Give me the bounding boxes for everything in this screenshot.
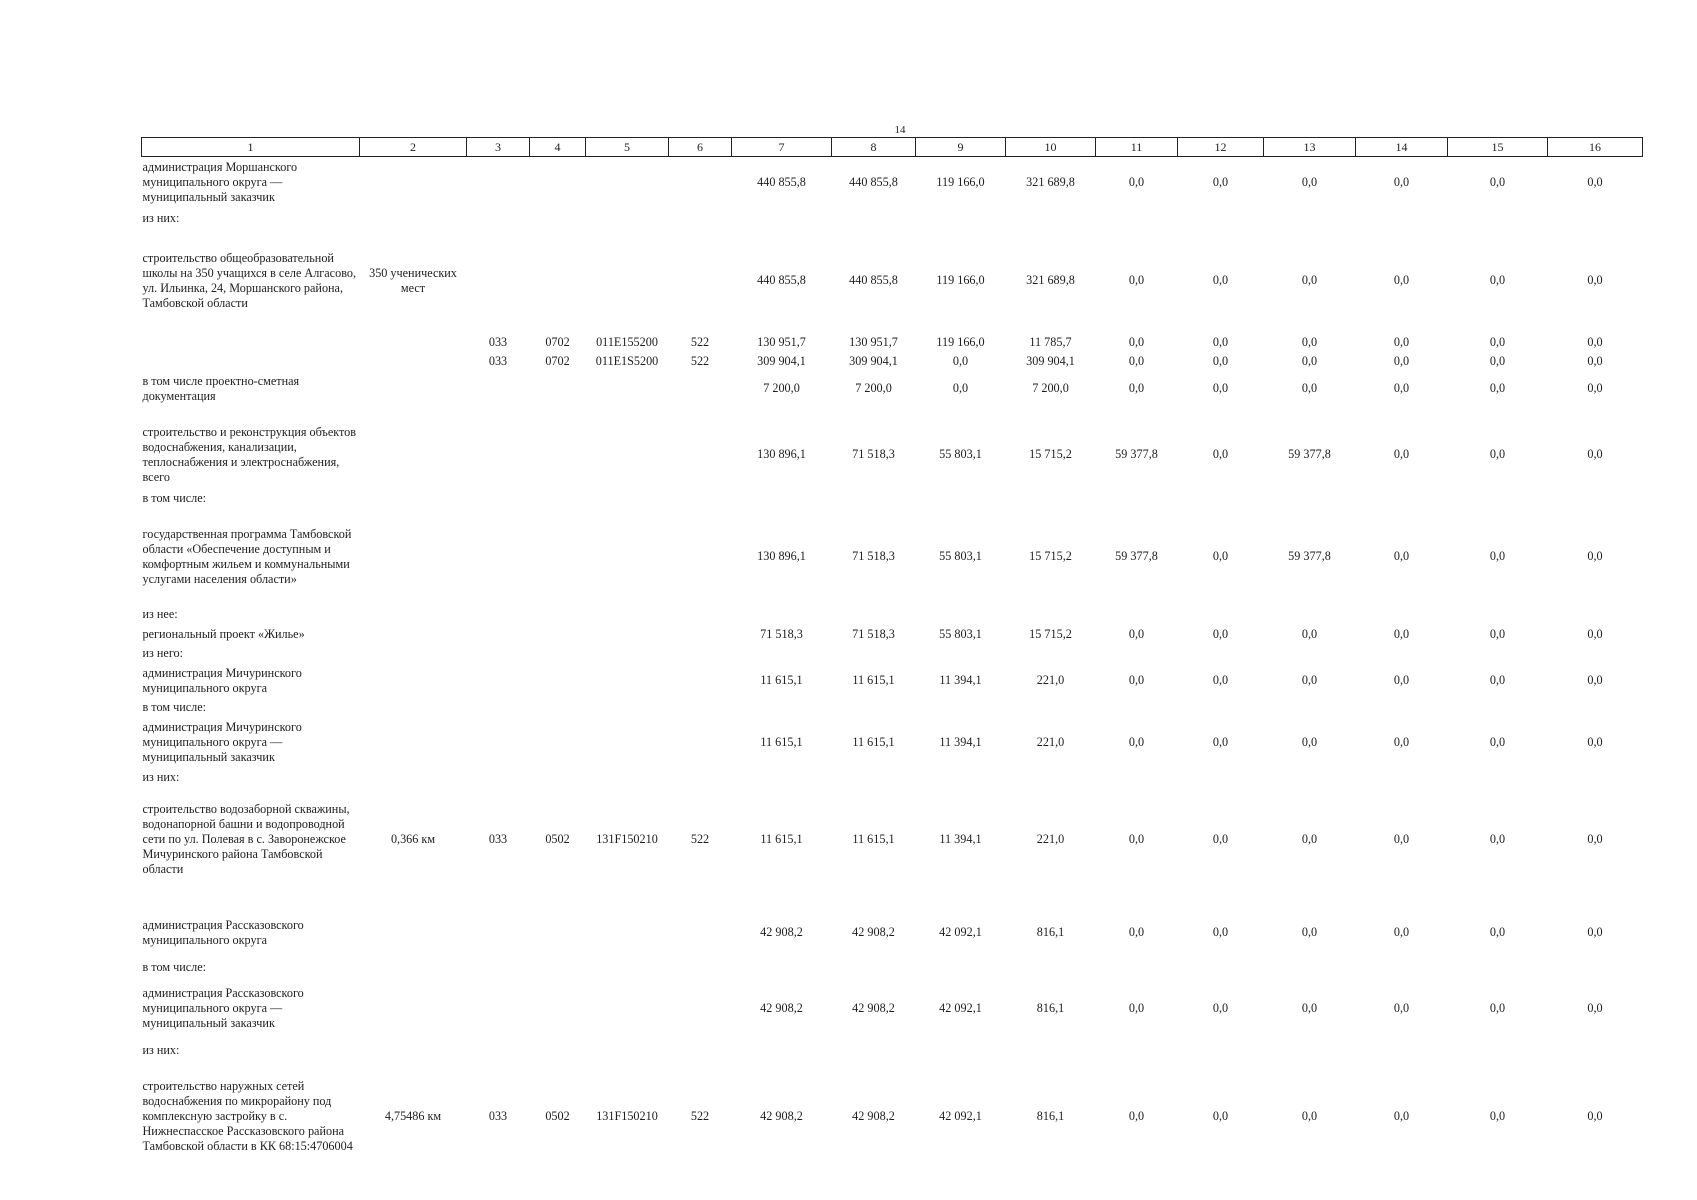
target-article-cell (586, 625, 669, 645)
amount-cell: 0,0 (1212, 381, 1229, 395)
amount-cell: 0,0 (1489, 381, 1506, 395)
amount-cell: 0,0 (1128, 334, 1145, 349)
table-row (142, 663, 1643, 699)
amount-cell: 0,0 (1301, 353, 1318, 368)
ministry-code-cell (467, 907, 530, 959)
section-code-cell (530, 509, 586, 605)
budget-table-container (141, 137, 1642, 1173)
section-code-cell (530, 717, 586, 769)
amount-cell: 42 908,2 (852, 1001, 895, 1015)
table-row (142, 977, 1643, 1041)
row-name: строительство и реконструкция объектов водоснабжения, канализации, теплоснабжения и электроснабжения, всего (142, 424, 357, 484)
expense-type-cell (669, 625, 732, 645)
subheading-row (142, 769, 1643, 787)
capacity-cell (360, 907, 467, 959)
table-row (142, 157, 1643, 209)
expense-type-cell: 522 (690, 353, 710, 368)
amount-cell: 0,0 (1128, 1001, 1145, 1015)
amount-cell: 0,0 (1212, 627, 1229, 641)
amount-cell: 0,0 (1212, 1001, 1229, 1015)
column-header: 13 (1264, 138, 1356, 157)
section-code-cell: 0702 (545, 334, 570, 349)
amount-cell: 0,0 (1212, 673, 1229, 687)
amount-cell: 42 092,1 (939, 1001, 982, 1015)
row-name: строительство наружных сетей водоснабжения по микрорайону под комплексную застройку в с. Нижнеспасское Рассказовского района Тамбовской области в КК 68:15:4706004 (142, 1079, 353, 1153)
amount-cell: 0,0 (1587, 673, 1603, 687)
amount-cell: 0,0 (1128, 1109, 1145, 1123)
amount-cell: 0,0 (1212, 273, 1229, 287)
amount-cell: 0,0 (1393, 447, 1410, 461)
capacity-cell: 4,75486 км (384, 1109, 442, 1123)
capacity-cell (360, 977, 467, 1041)
capacity-cell (360, 717, 467, 769)
expense-type-cell (669, 977, 732, 1041)
amount-cell: 0,0 (1393, 1001, 1410, 1015)
amount-cell: 0,0 (1393, 175, 1410, 190)
amount-cell: 0,0 (1489, 735, 1506, 749)
amount-cell: 7 200,0 (855, 381, 892, 395)
ministry-code-cell: 033 (488, 334, 508, 349)
amount-cell: 0,0 (1212, 925, 1229, 939)
subheading-label: в том числе: (142, 700, 207, 714)
table-row (142, 625, 1643, 645)
amount-cell: 440 855,8 (849, 175, 898, 190)
amount-cell: 59 377,8 (1288, 549, 1331, 563)
capacity-cell: 350 ученических мест (369, 265, 457, 295)
amount-cell: 55 803,1 (939, 549, 982, 563)
amount-cell: 816,1 (1036, 1001, 1065, 1015)
amount-cell: 440 855,8 (849, 273, 898, 287)
amount-cell: 309 904,1 (849, 353, 898, 368)
ministry-code-cell (467, 229, 530, 333)
section-code-cell (530, 663, 586, 699)
amount-cell: 0,0 (1489, 832, 1506, 846)
amount-cell: 321 689,8 (1026, 175, 1075, 190)
amount-cell: 0,0 (1301, 627, 1318, 641)
amount-cell: 42 908,2 (852, 1109, 895, 1123)
capacity-cell (360, 625, 467, 645)
amount-cell: 11 615,1 (760, 832, 803, 846)
amount-cell: 0,0 (1393, 925, 1410, 939)
amount-cell: 7 200,0 (1032, 381, 1069, 395)
ministry-code-cell (467, 371, 530, 407)
column-header: 11 (1096, 138, 1178, 157)
row-name (142, 333, 360, 352)
capacity-cell (360, 157, 467, 209)
target-article-cell (586, 663, 669, 699)
ministry-code-cell (467, 157, 530, 209)
amount-cell: 0,0 (1212, 735, 1229, 749)
amount-cell: 0,0 (1128, 273, 1145, 287)
amount-cell: 71 518,3 (852, 627, 895, 641)
target-article-cell (586, 977, 669, 1041)
amount-cell: 0,0 (1587, 334, 1603, 349)
amount-cell: 0,0 (1393, 381, 1410, 395)
section-code-cell: 0502 (545, 832, 570, 846)
amount-cell: 59 377,8 (1288, 447, 1331, 461)
amount-cell: 0,0 (1128, 353, 1145, 368)
ministry-code-cell (467, 625, 530, 645)
subheading-label: из них: (142, 770, 180, 784)
row-name: региональный проект «Жилье» (142, 627, 305, 641)
row-name: администрация Моршанского муниципального округа — муниципальный заказчик (142, 160, 298, 205)
amount-cell: 816,1 (1036, 1109, 1065, 1123)
amount-cell: 0,0 (1587, 832, 1603, 846)
section-code-cell (530, 371, 586, 407)
spacer-row (142, 893, 1643, 907)
amount-cell: 15 715,2 (1029, 549, 1072, 563)
amount-cell: 0,0 (1587, 925, 1603, 939)
ministry-code-cell: 033 (488, 353, 508, 368)
column-header: 6 (669, 138, 732, 157)
amount-cell: 0,0 (1301, 673, 1318, 687)
column-header: 10 (1006, 138, 1096, 157)
row-name: строительство водозаборной скважины, водонапорной башни и водопроводной сети по ул. Полевая в с. Заворонежское Мичуринского района Тамбовской области (142, 802, 350, 876)
amount-cell: 0,0 (1128, 925, 1145, 939)
subheading-row (142, 645, 1643, 663)
amount-cell: 0,0 (1393, 549, 1410, 563)
amount-cell: 309 904,1 (757, 353, 806, 368)
amount-cell: 0,0 (1128, 673, 1145, 687)
amount-cell: 0,0 (1212, 334, 1229, 349)
subheading-row (142, 489, 1643, 509)
section-code-cell (530, 157, 586, 209)
column-header: 3 (467, 138, 530, 157)
expense-type-cell (669, 663, 732, 699)
row-name: строительство общеобразовательной школы на 350 учащихся в селе Алгасово, ул. Ильинка, 24, Моршанского района, Тамбовской области (142, 250, 357, 310)
amount-cell: 0,0 (1489, 273, 1506, 287)
amount-cell: 15 715,2 (1029, 627, 1072, 641)
amount-cell: 11 615,1 (852, 832, 895, 846)
column-header: 8 (832, 138, 916, 157)
expense-type-cell (669, 229, 732, 333)
amount-cell: 0,0 (1301, 175, 1318, 190)
page-number: 14 (894, 124, 906, 136)
amount-cell: 42 092,1 (939, 1109, 982, 1123)
ministry-code-cell (467, 421, 530, 489)
table-row (142, 371, 1643, 407)
capacity-cell (360, 352, 467, 371)
amount-cell: 0,0 (1212, 1109, 1229, 1123)
expense-type-cell (669, 509, 732, 605)
row-name: администрация Рассказовского муниципального округа — муниципальный заказчик (142, 986, 304, 1030)
amount-cell: 130 896,1 (757, 549, 806, 563)
column-header: 5 (586, 138, 669, 157)
amount-cell: 0,0 (1393, 273, 1410, 287)
amount-cell: 119 166,0 (936, 273, 985, 287)
amount-cell: 0,0 (1212, 832, 1229, 846)
section-code-cell: 0702 (545, 353, 570, 368)
amount-cell: 0,0 (1301, 925, 1318, 939)
amount-cell: 0,0 (1393, 627, 1410, 641)
expense-type-cell: 522 (690, 832, 710, 846)
amount-cell: 0,0 (1587, 447, 1603, 461)
subheading-label: в том числе: (142, 491, 207, 505)
amount-cell: 221,0 (1036, 673, 1065, 687)
amount-cell: 816,1 (1036, 925, 1065, 939)
section-code-cell (530, 421, 586, 489)
table-row (142, 421, 1643, 489)
amount-cell: 0,0 (1489, 627, 1506, 641)
subheading-row (142, 699, 1643, 717)
amount-cell: 11 615,1 (852, 673, 895, 687)
amount-cell: 0,0 (1212, 549, 1229, 563)
table-row (142, 229, 1643, 333)
table-row (142, 787, 1643, 893)
capacity-cell: 0,366 км (390, 832, 436, 846)
amount-cell: 0,0 (1587, 549, 1603, 563)
table-row (142, 717, 1643, 769)
ministry-code-cell: 033 (488, 1109, 508, 1123)
amount-cell: 221,0 (1036, 735, 1065, 749)
capacity-cell (360, 509, 467, 605)
target-article-cell: 011E155200 (596, 334, 658, 349)
amount-cell: 0,0 (1489, 1001, 1506, 1015)
amount-cell: 0,0 (1489, 353, 1506, 368)
capacity-cell (360, 371, 467, 407)
spacer-cell (142, 893, 1643, 907)
table-row (142, 333, 1643, 352)
spacer-cell (142, 407, 1643, 421)
table-body (142, 157, 1643, 1173)
amount-cell: 0,0 (1587, 1001, 1603, 1015)
amount-cell: 119 166,0 (936, 334, 985, 349)
amount-cell: 15 715,2 (1029, 447, 1072, 461)
capacity-cell (360, 333, 467, 352)
amount-cell: 0,0 (1489, 549, 1506, 563)
amount-cell: 321 689,8 (1026, 273, 1075, 287)
table-row (142, 1061, 1643, 1173)
amount-cell: 440 855,8 (757, 273, 806, 287)
target-article-cell (586, 509, 669, 605)
ministry-code-cell (467, 663, 530, 699)
amount-cell: 0,0 (952, 353, 969, 368)
table-row (142, 907, 1643, 959)
amount-cell: 0,0 (1489, 334, 1506, 349)
section-code-cell (530, 229, 586, 333)
amount-cell: 309 904,1 (1026, 353, 1075, 368)
amount-cell: 11 615,1 (852, 735, 895, 749)
target-article-cell (586, 907, 669, 959)
subheading-row (142, 209, 1643, 229)
capacity-cell (360, 663, 467, 699)
amount-cell: 0,0 (1212, 447, 1229, 461)
amount-cell: 0,0 (1587, 735, 1603, 749)
amount-cell: 0,0 (1393, 334, 1410, 349)
subheading-label: из нее: (142, 607, 178, 621)
ministry-code-cell (467, 977, 530, 1041)
amount-cell: 0,0 (1489, 447, 1506, 461)
amount-cell: 0,0 (1489, 175, 1506, 190)
section-code-cell (530, 625, 586, 645)
amount-cell: 0,0 (1301, 1001, 1318, 1015)
amount-cell: 42 908,2 (760, 1001, 803, 1015)
amount-cell: 0,0 (1393, 735, 1410, 749)
amount-cell: 59 377,8 (1115, 447, 1158, 461)
amount-cell: 7 200,0 (763, 381, 800, 395)
column-header: 7 (732, 138, 832, 157)
amount-cell: 0,0 (1301, 334, 1318, 349)
subheading-label: из него: (142, 646, 183, 660)
amount-cell: 0,0 (1393, 673, 1410, 687)
row-name: администрация Рассказовского муниципального округа (142, 917, 304, 947)
capacity-cell (360, 421, 467, 489)
amount-cell: 440 855,8 (757, 175, 806, 190)
column-header: 1 (142, 138, 360, 157)
amount-cell: 221,0 (1036, 832, 1065, 846)
amount-cell: 0,0 (1128, 381, 1145, 395)
amount-cell: 0,0 (1128, 175, 1145, 190)
target-article-cell: 131F150210 (596, 1109, 658, 1123)
subheading-row (142, 1041, 1643, 1061)
column-header: 14 (1356, 138, 1448, 157)
ministry-code-cell (467, 509, 530, 605)
amount-cell: 130 896,1 (757, 447, 806, 461)
subheading-row (142, 605, 1643, 625)
amount-cell: 42 908,2 (760, 1109, 803, 1123)
amount-cell: 0,0 (1587, 353, 1603, 368)
amount-cell: 0,0 (952, 381, 969, 395)
row-name: государственная программа Тамбовской области «Обеспечение доступным и комфортным жильем и коммунальными услугами населения области» (142, 526, 352, 586)
amount-cell: 0,0 (1393, 832, 1410, 846)
amount-cell: 0,0 (1301, 1109, 1318, 1123)
amount-cell: 130 951,7 (849, 334, 898, 349)
amount-cell: 0,0 (1587, 273, 1603, 287)
amount-cell: 0,0 (1489, 673, 1506, 687)
amount-cell: 130 951,7 (757, 334, 806, 349)
expense-type-cell (669, 907, 732, 959)
column-header: 16 (1548, 138, 1643, 157)
expense-type-cell: 522 (690, 1109, 710, 1123)
amount-cell: 0,0 (1301, 832, 1318, 846)
amount-cell: 0,0 (1489, 925, 1506, 939)
target-article-cell (586, 157, 669, 209)
column-header: 4 (530, 138, 586, 157)
header-row (142, 138, 1643, 157)
subheading-label: из них: (142, 211, 180, 225)
table-row (142, 509, 1643, 605)
amount-cell: 11 615,1 (760, 673, 803, 687)
table-row (142, 352, 1643, 371)
row-name: администрация Мичуринского муниципального округа — муниципальный заказчик (142, 720, 302, 764)
amount-cell: 11 615,1 (760, 735, 803, 749)
expense-type-cell (669, 371, 732, 407)
subheading-label: из них: (142, 1043, 180, 1057)
amount-cell: 42 908,2 (852, 925, 895, 939)
expense-type-cell: 522 (690, 334, 710, 349)
section-code-cell: 0502 (545, 1109, 570, 1123)
amount-cell: 11 785,7 (1029, 334, 1072, 349)
amount-cell: 0,0 (1587, 627, 1603, 641)
amount-cell: 0,0 (1301, 735, 1318, 749)
amount-cell: 59 377,8 (1115, 549, 1158, 563)
column-header: 9 (916, 138, 1006, 157)
target-article-cell: 131F150210 (596, 832, 658, 846)
column-header: 15 (1448, 138, 1548, 157)
row-name: администрация Мичуринского муниципального округа (142, 665, 302, 695)
amount-cell: 0,0 (1212, 175, 1229, 190)
amount-cell: 119 166,0 (936, 175, 985, 190)
amount-cell: 0,0 (1128, 627, 1145, 641)
subheading-label: в том числе: (142, 960, 207, 974)
section-code-cell (530, 977, 586, 1041)
expense-type-cell (669, 717, 732, 769)
section-code-cell (530, 907, 586, 959)
target-article-cell (586, 371, 669, 407)
row-name (142, 352, 360, 371)
amount-cell: 71 518,3 (852, 447, 895, 461)
amount-cell: 0,0 (1212, 353, 1229, 368)
amount-cell: 55 803,1 (939, 627, 982, 641)
amount-cell: 0,0 (1301, 381, 1318, 395)
amount-cell: 11 394,1 (939, 832, 982, 846)
column-header: 2 (360, 138, 467, 157)
budget-table (141, 137, 1643, 1173)
amount-cell: 0,0 (1393, 353, 1410, 368)
amount-cell: 55 803,1 (939, 447, 982, 461)
amount-cell: 0,0 (1489, 1109, 1506, 1123)
ministry-code-cell: 033 (488, 832, 508, 846)
amount-cell: 0,0 (1587, 381, 1603, 395)
ministry-code-cell (467, 717, 530, 769)
spacer-row (142, 407, 1643, 421)
amount-cell: 0,0 (1301, 273, 1318, 287)
target-article-cell (586, 229, 669, 333)
row-name: в том числе проектно-сметная документация (142, 373, 300, 403)
expense-type-cell (669, 157, 732, 209)
target-article-cell (586, 717, 669, 769)
subheading-row (142, 959, 1643, 977)
target-article-cell (586, 421, 669, 489)
amount-cell: 42 908,2 (760, 925, 803, 939)
amount-cell: 11 394,1 (939, 673, 982, 687)
amount-cell: 11 394,1 (939, 735, 982, 749)
amount-cell: 71 518,3 (760, 627, 803, 641)
amount-cell: 71 518,3 (852, 549, 895, 563)
column-header: 12 (1178, 138, 1264, 157)
target-article-cell: 011E1S5200 (595, 353, 659, 368)
amount-cell: 0,0 (1128, 832, 1145, 846)
amount-cell: 0,0 (1587, 1109, 1603, 1123)
amount-cell: 0,0 (1128, 735, 1145, 749)
expense-type-cell (669, 421, 732, 489)
amount-cell: 0,0 (1587, 175, 1603, 190)
amount-cell: 0,0 (1393, 1109, 1410, 1123)
amount-cell: 42 092,1 (939, 925, 982, 939)
